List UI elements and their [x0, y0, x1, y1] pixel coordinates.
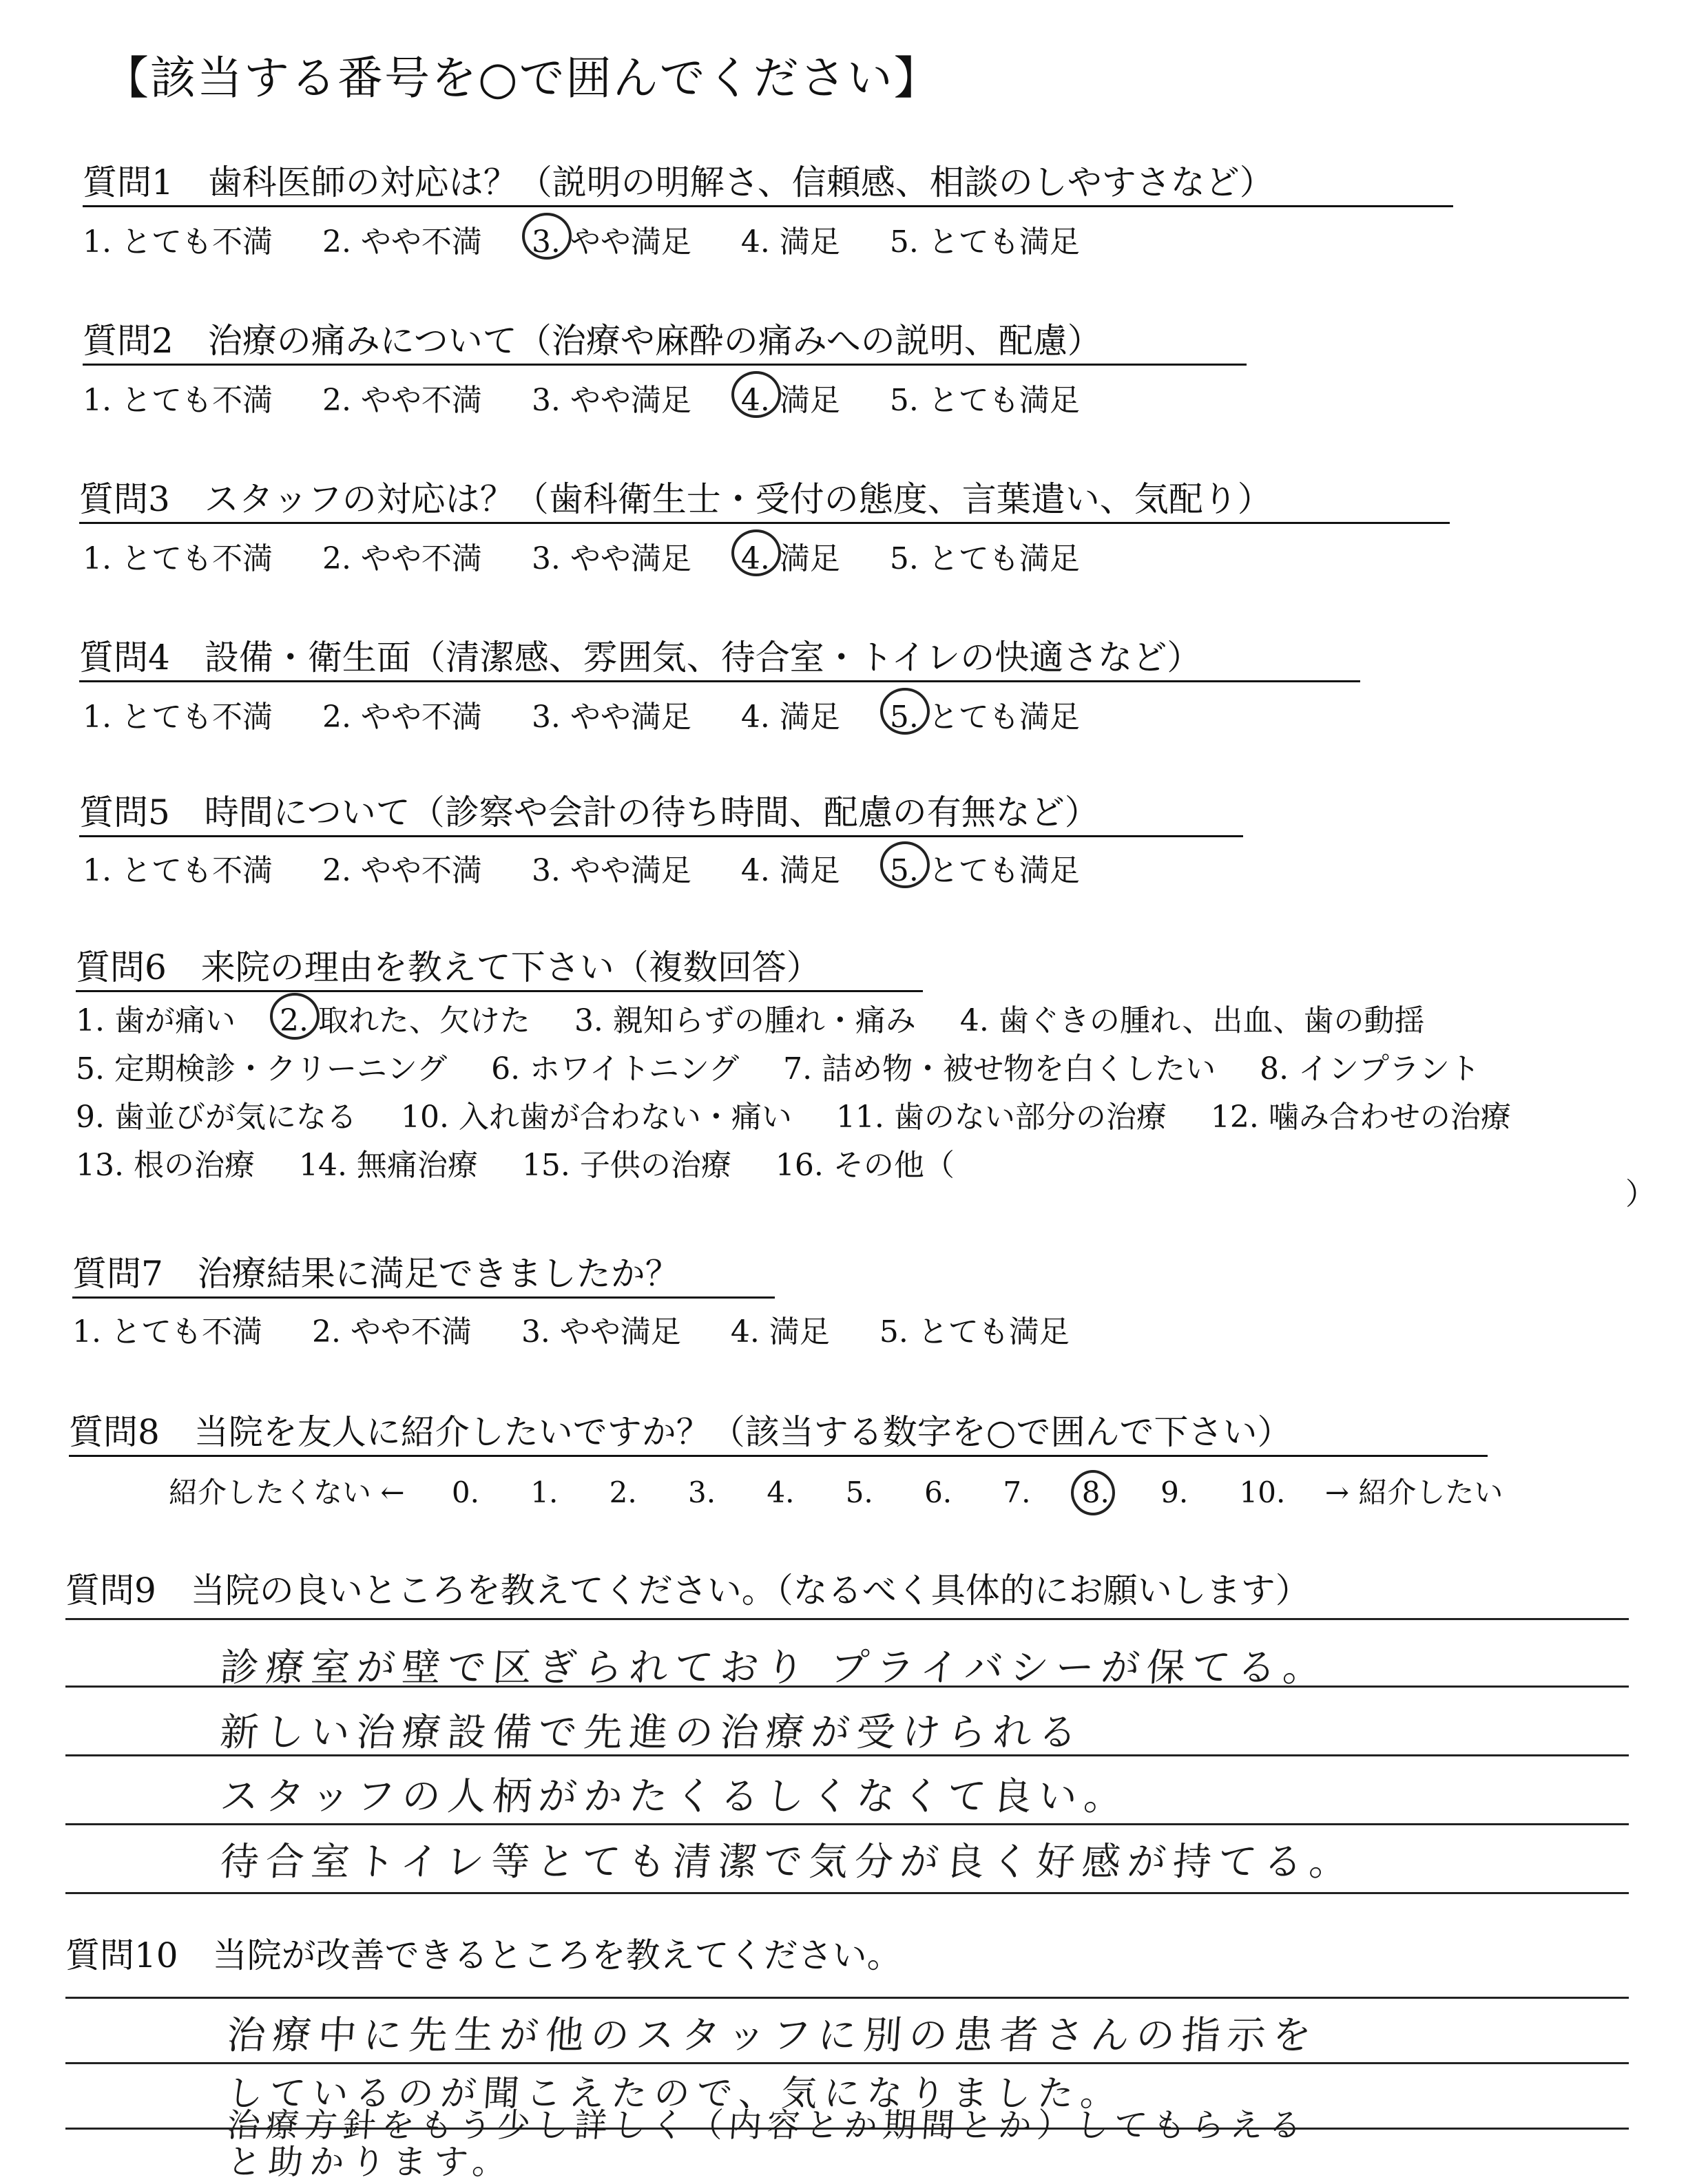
q6-row-4 — [76, 1142, 1545, 1190]
q10-rule-1 — [65, 1997, 1629, 1999]
q9-rule-5 — [65, 1892, 1629, 1894]
q8-option-5[interactable]: 5. — [845, 1476, 873, 1509]
q5-option-1[interactable]: 1. とても不満 — [83, 853, 273, 888]
q7-option-2[interactable]: 2. やや不満 — [311, 1314, 472, 1350]
q1-option-2[interactable]: 2. やや不満 — [322, 224, 482, 260]
q2-options — [83, 375, 1120, 419]
q3-option-1[interactable]: 1. とても不満 — [83, 541, 273, 576]
q5-option-2[interactable]: 2. やや不満 — [322, 853, 482, 888]
q4-option-5[interactable]: 5. とても満足 — [890, 692, 1080, 736]
q2-option-3[interactable]: 3. やや満足 — [531, 383, 691, 418]
q3-option-3[interactable]: 3. やや満足 — [531, 541, 691, 576]
q9-rule-1 — [65, 1618, 1629, 1620]
q4-options — [83, 692, 1120, 736]
q3-title: 質問3 スタッフの対応は？（歯科衛生士・受付の態度、言葉遣い、気配り） — [79, 479, 1272, 519]
q8-option-6[interactable]: 6. — [924, 1476, 952, 1509]
q8-option-9[interactable]: 9. — [1160, 1476, 1189, 1509]
q3-option-4[interactable]: 4. 満足 — [741, 534, 840, 578]
q1-option-4[interactable]: 4. 満足 — [740, 224, 840, 260]
q8-right-label: → 紹介したい — [1324, 1476, 1503, 1509]
q6-option-5[interactable]: 5. 定期検診・クリーニング — [76, 1051, 448, 1086]
q8-option-2[interactable]: 2. — [609, 1476, 637, 1509]
q2-option-5[interactable]: 5. とても満足 — [889, 383, 1080, 418]
q6-option-3[interactable]: 3. 親知らずの腫れ・痛み — [574, 1003, 916, 1038]
q7-option-3[interactable]: 3. やや満足 — [521, 1314, 681, 1350]
q8-left-label: 紹介したくない ← — [169, 1476, 405, 1509]
q1-title: 質問1 歯科医師の対応は？（説明の明解さ、信頼感、相談のしやすさなど） — [83, 162, 1274, 202]
q6-option-4[interactable]: 4. 歯ぐきの腫れ、出血、歯の動揺 — [959, 1003, 1425, 1038]
q8-option-3[interactable]: 3. — [687, 1476, 716, 1509]
q6-option-8[interactable]: 8. インプラント — [1260, 1051, 1481, 1086]
q2-underline — [83, 364, 1247, 366]
q6-options — [76, 997, 1545, 1190]
q6-option-13[interactable]: 13. 根の治療 — [76, 1148, 255, 1183]
q3-option-2[interactable]: 2. やや不満 — [322, 541, 482, 576]
q7-title: 質問7 治療結果に満足できましたか？ — [72, 1254, 680, 1294]
q6-option-12[interactable]: 12. 噛み合わせの治療 — [1210, 1100, 1511, 1135]
q6-underline — [76, 990, 923, 992]
q6-option-14[interactable]: 14. 無痛治療 — [298, 1148, 478, 1183]
q9-answer-line-3[interactable]: スタッフの人柄がかたくるしくなくて良い。 — [218, 1774, 1131, 1819]
q4-underline — [79, 680, 1360, 682]
q7-option-5[interactable]: 5. とても満足 — [879, 1314, 1070, 1350]
q4-option-1[interactable]: 1. とても不満 — [83, 700, 273, 735]
q9-answer-line-1[interactable]: 診療室が壁で区ぎられており プライバシーが保てる。 — [218, 1646, 1330, 1690]
q3-underline — [79, 522, 1450, 524]
q7-option-1[interactable]: 1. とても不満 — [72, 1314, 262, 1350]
q6-option-15[interactable]: 15. 子供の治療 — [521, 1148, 731, 1183]
q9-rule-4 — [65, 1823, 1629, 1825]
q6-row-1 — [76, 997, 1545, 1045]
q8-option-7[interactable]: 7. — [1003, 1476, 1031, 1509]
q7-underline — [72, 1296, 775, 1299]
q9-title: 質問9 当院の良いところを教えてください。（なるべく具体的にお願いします） — [65, 1571, 1310, 1610]
q4-title: 質問4 設備・衛生面（清潔感、雰囲気、待合室・トイレの快適さなど） — [79, 638, 1202, 678]
q6-option-11[interactable]: 11. 歯のない部分の治療 — [835, 1100, 1167, 1135]
q8-option-1[interactable]: 1. — [530, 1476, 559, 1509]
q3-option-5[interactable]: 5. とても満足 — [889, 541, 1080, 576]
q4-option-4[interactable]: 4. 満足 — [740, 700, 840, 735]
q8-option-8[interactable]: 8. — [1082, 1476, 1152, 1509]
q6-row-2 — [76, 1045, 1545, 1093]
page-title: 【該当する番号を○で囲んでください】 — [103, 52, 941, 105]
q10-title: 質問10 当院が改善できるところを教えてください。 — [65, 1935, 902, 1975]
q8-option-4[interactable]: 4. — [767, 1476, 795, 1509]
q1-option-5[interactable]: 5. とても満足 — [889, 224, 1080, 260]
q10-answer-line-1[interactable]: 治療中に先生が他のスタッフに別の患者さんの指示を — [225, 2013, 1320, 2058]
q8-underline — [69, 1455, 1488, 1457]
q2-option-4[interactable]: 4. 満足 — [741, 375, 840, 419]
q2-option-2[interactable]: 2. やや不満 — [322, 383, 482, 418]
q4-option-2[interactable]: 2. やや不満 — [322, 700, 482, 735]
q10-answer-line-3[interactable]: 治療方針をもう少し詳しく（内容とか期間とか）してもらえる — [225, 2106, 1309, 2145]
q6-other-close: ） — [1625, 1177, 1656, 1212]
q3-options — [83, 534, 1120, 578]
q6-option-10[interactable]: 10. 入れ歯が合わない・痛い — [400, 1100, 792, 1135]
q5-options — [83, 846, 1120, 890]
q5-title: 質問5 時間について（診察や会計の待ち時間、配慮の有無など） — [79, 792, 1099, 832]
q6-option-6[interactable]: 6. ホワイトニング — [491, 1051, 740, 1086]
q9-answer-line-2[interactable]: 新しい治療設備で先進の治療が受けられる — [218, 1710, 1085, 1755]
q9-answer-line-4[interactable]: 待合室トイレ等とても清潔で気分が良く好感が持てる。 — [218, 1840, 1357, 1884]
q2-title: 質問2 治療の痛みについて（治療や麻酔の痛みへの説明、配慮） — [83, 321, 1102, 361]
q8-scale — [169, 1470, 1503, 1511]
q8-option-0[interactable]: 0. — [451, 1476, 479, 1509]
q2-option-1[interactable]: 1. とても不満 — [83, 383, 273, 418]
q6-option-16[interactable]: 16. その他（ — [775, 1148, 955, 1183]
q4-option-3[interactable]: 3. やや満足 — [531, 700, 691, 735]
q6-option-9[interactable]: 9. 歯並びが気になる — [76, 1100, 357, 1135]
q6-option-7[interactable]: 7. 詰め物・被せ物を白くしたい — [783, 1051, 1216, 1086]
q6-title: 質問6 来院の理由を教えて下さい（複数回答） — [76, 947, 821, 987]
q5-option-3[interactable]: 3. やや満足 — [531, 853, 691, 888]
q6-row-3 — [76, 1093, 1545, 1142]
q7-option-4[interactable]: 4. 満足 — [730, 1314, 830, 1350]
q8-option-10[interactable]: 10. — [1239, 1476, 1286, 1509]
q1-underline — [83, 205, 1453, 207]
q5-option-5[interactable]: 5. とても満足 — [890, 846, 1080, 890]
q1-option-1[interactable]: 1. とても不満 — [83, 224, 273, 260]
q8-title: 質問8 当院を友人に紹介したいですか？（該当する数字を○で囲んで下さい） — [69, 1412, 1292, 1452]
q7-options — [72, 1307, 1110, 1351]
q5-option-4[interactable]: 4. 満足 — [740, 853, 840, 888]
q5-underline — [79, 835, 1243, 837]
q1-option-3[interactable]: 3. やや満足 — [532, 217, 691, 261]
q6-option-1[interactable]: 1. 歯が痛い — [76, 1003, 236, 1038]
q10-answer-line-2[interactable]: しているのが聞こえたので、気になりました。 — [225, 2073, 1125, 2114]
q1-options — [83, 217, 1120, 261]
q6-option-2[interactable]: 2. 取れた、欠けた — [280, 997, 530, 1045]
q10-answer-line-4[interactable]: と助かります。 — [225, 2142, 515, 2182]
